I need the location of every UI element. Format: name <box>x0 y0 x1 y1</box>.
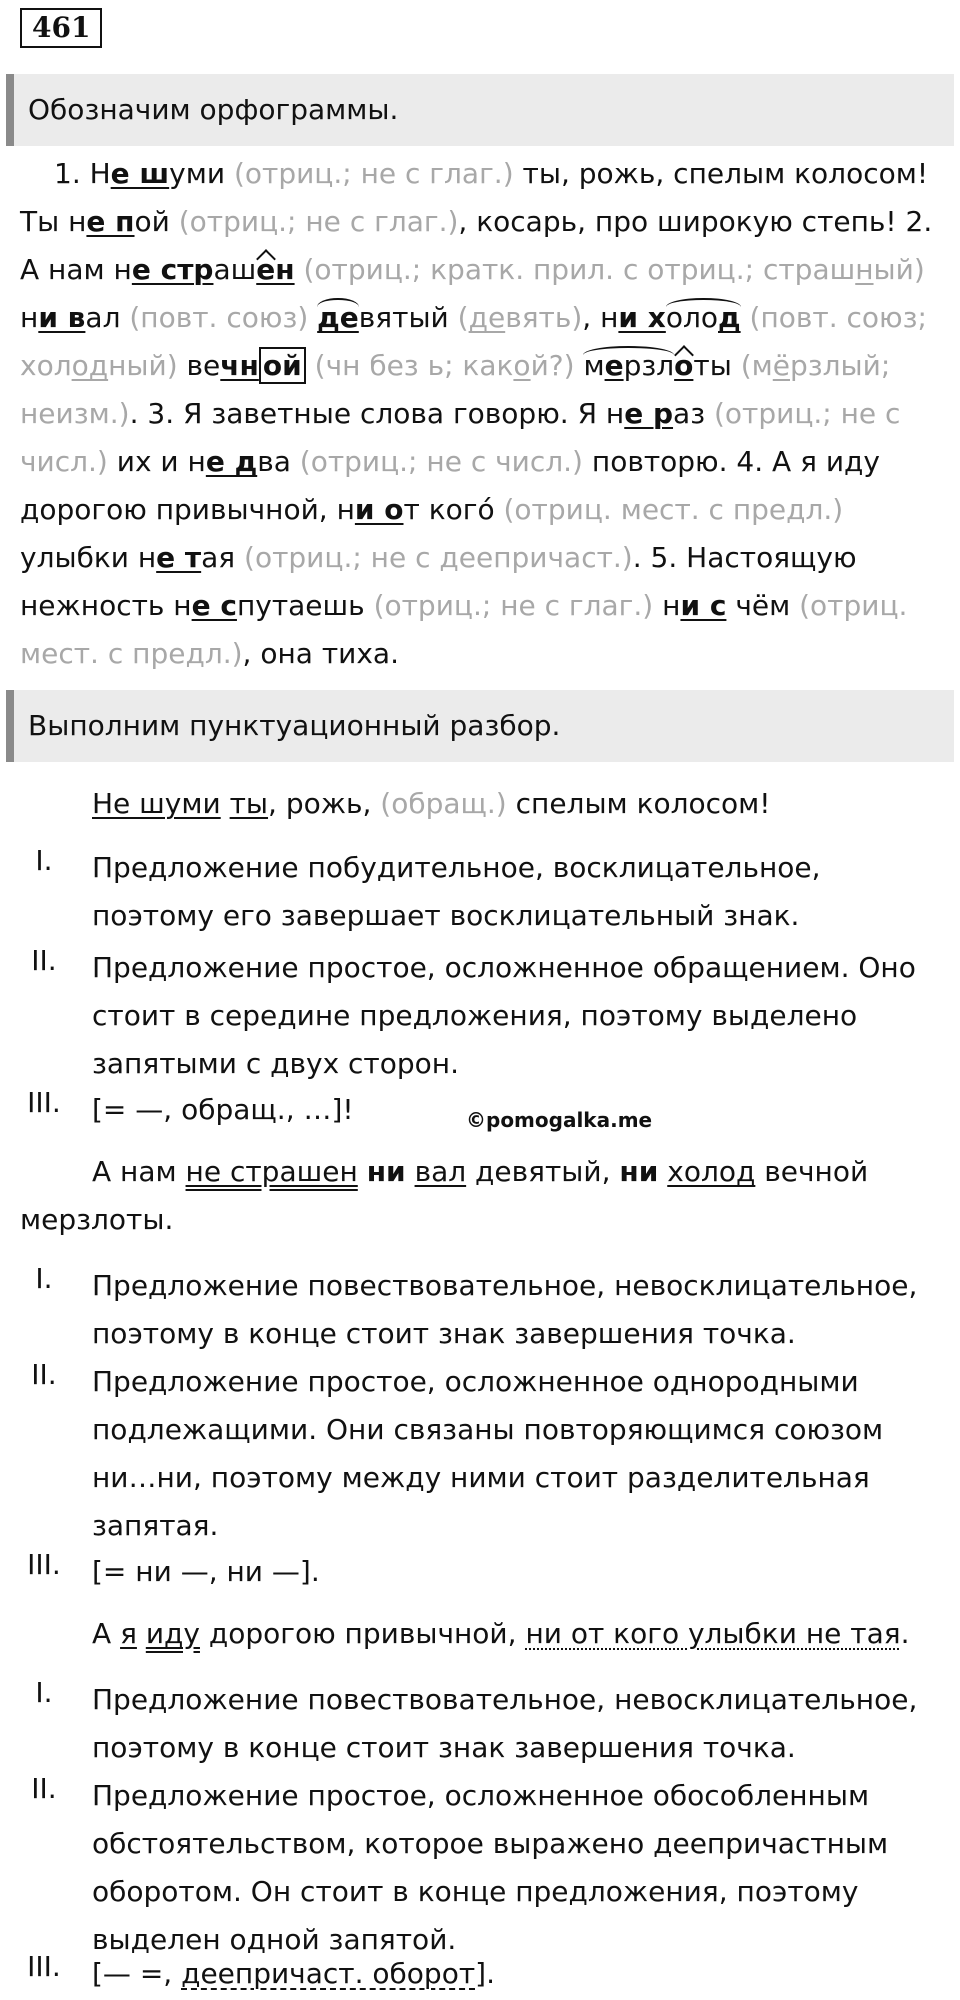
analysis-text <box>92 1262 917 1358</box>
analysis-text <box>92 944 916 1088</box>
suffix-mark: о <box>674 342 693 390</box>
text: А <box>92 1617 121 1650</box>
text: улыбки н <box>20 541 157 574</box>
text-line: обстоятельством, которое выражено деепричастным <box>92 1827 889 1860</box>
text: нежность н <box>20 589 192 622</box>
note: ( <box>457 301 469 334</box>
conjunction: ни <box>366 1155 406 1188</box>
text: уми <box>169 157 234 190</box>
note: (отриц.; не с глаг.) <box>233 157 514 190</box>
text: н <box>653 589 681 622</box>
orth-line <box>20 438 940 486</box>
text: , она тиха. <box>242 637 399 670</box>
note: хол <box>20 349 72 382</box>
text <box>741 301 750 334</box>
orthogram: и с <box>680 589 727 622</box>
note: неизм.) <box>20 397 130 430</box>
text-line: оборотом. Он стоит в конце предложения, поэтому <box>92 1875 859 1908</box>
text: аз <box>673 397 714 430</box>
text: ты <box>693 349 732 382</box>
text: дорогою привычной, <box>199 1617 526 1650</box>
text-line: Предложение простое, осложненное однородными <box>92 1365 859 1398</box>
text: рзл <box>623 349 675 382</box>
orth-line <box>20 534 940 582</box>
note: (отриц.; кратк. прил. с отриц.; страш <box>303 253 856 286</box>
note: ный) <box>108 349 178 382</box>
text-line: подлежащими. Они связаны повторяющимся союзом <box>92 1413 884 1446</box>
text-line: Предложение повествовательное, невосклицательное, <box>92 1269 918 1302</box>
roman-numeral: I. <box>35 1676 53 1709</box>
note: вять) <box>505 301 583 334</box>
text <box>137 1617 146 1650</box>
orthogram: е т <box>156 541 202 574</box>
text: оло <box>665 301 718 334</box>
text: ва <box>257 445 300 478</box>
text: н <box>20 301 39 334</box>
text-line: выделен одной запятой. <box>92 1923 457 1956</box>
adverbial-phrase: ни от кого улыбки не тая <box>525 1617 901 1650</box>
note: (отриц. <box>799 589 908 622</box>
exercise-number: 461 <box>20 8 102 48</box>
note: (повт. союз; <box>749 301 927 334</box>
orthogram: чн <box>220 349 259 382</box>
orthogram: е д <box>205 445 258 478</box>
text-line: запятыми с двух сторон. <box>92 1047 459 1080</box>
analysis-text <box>92 1086 354 1134</box>
analyzed-sentence <box>92 1148 868 1196</box>
note-orthogram: ё <box>772 349 790 382</box>
text: 1. Н <box>54 157 111 190</box>
section-header-orthograms: Обозначим орфограммы. <box>6 74 954 146</box>
note: ый) <box>873 253 925 286</box>
text: вятый <box>358 301 458 334</box>
orth-line <box>20 198 940 246</box>
text: Ты н <box>20 205 87 238</box>
orthogram: и о <box>354 493 404 526</box>
orthogram: де <box>317 301 359 334</box>
text <box>295 253 304 286</box>
text: дорогою привычной, н <box>20 493 355 526</box>
text-line: Предложение повествовательное, невосклицательное, <box>92 1683 918 1716</box>
orthogram: д <box>718 301 741 334</box>
note-orthogram: де <box>468 301 506 334</box>
analyzed-sentence-cont: мерзлоты. <box>20 1203 174 1236</box>
text: ой <box>134 205 179 238</box>
text: вечной <box>755 1155 869 1188</box>
text <box>221 787 230 820</box>
analysis-text <box>92 1358 883 1550</box>
orth-line <box>20 342 940 390</box>
text-line: запятая. <box>92 1509 219 1542</box>
text: девятый, <box>466 1155 620 1188</box>
ending-mark: ой <box>259 347 306 384</box>
note: числ.) <box>20 445 108 478</box>
text: ]. <box>475 1957 495 1990</box>
root-mark <box>317 294 359 342</box>
roman-numeral: III. <box>27 1086 61 1119</box>
root-mark <box>666 294 741 342</box>
note: (отриц.; не с <box>713 397 901 430</box>
text <box>575 349 584 382</box>
note: й?) <box>530 349 575 382</box>
analysis-text <box>92 1950 495 1998</box>
orthogram: е стр <box>131 253 214 286</box>
text-line: Предложение простое, осложненное обособленным <box>92 1779 870 1812</box>
text-line: Предложение побудительное, восклицательное, <box>92 851 821 884</box>
predicate: не страшен <box>185 1155 358 1188</box>
note-orthogram: од <box>71 349 109 382</box>
note: (отриц.; не с деепричаст.) <box>244 541 633 574</box>
note: (м <box>740 349 773 382</box>
text: м <box>583 349 605 382</box>
subject: вал <box>414 1155 467 1188</box>
analysis-text <box>92 844 821 940</box>
orthogram: е п <box>86 205 135 238</box>
conjunction: ни <box>619 1155 659 1188</box>
note: (повт. союз) <box>129 301 309 334</box>
text: ве <box>177 349 221 382</box>
analyzed-sentence <box>92 780 771 828</box>
note: рзлый; <box>790 349 891 382</box>
roman-numeral: I. <box>35 1262 53 1295</box>
roman-numeral: II. <box>31 1772 57 1805</box>
suffix-mark: ен <box>256 246 294 294</box>
text: ал <box>85 301 130 334</box>
text: [— =, <box>92 1957 182 1990</box>
text: спелым колосом! <box>506 787 771 820</box>
subject: ты <box>229 787 269 820</box>
text-line: Предложение простое, осложненное обращением. Оно <box>92 951 916 984</box>
text <box>358 1155 367 1188</box>
watermark: ©pomogalka.me <box>466 1108 653 1132</box>
orth-line <box>20 582 940 630</box>
analysis-text <box>92 1676 917 1772</box>
orthogram: и х <box>618 301 666 334</box>
text: , косарь, про широкую степь! 2. <box>458 205 933 238</box>
text <box>406 1155 415 1188</box>
orth-line <box>20 486 940 534</box>
text: ты, рожь, спелым колосом! <box>513 157 929 190</box>
text <box>732 349 741 382</box>
note: (чн без ь; как <box>314 349 514 382</box>
text: . 3. Я заветные слова говорю. Я н <box>129 397 625 430</box>
scheme-line: [= ни —, ни —]. <box>92 1555 320 1588</box>
text: А нам <box>92 1155 186 1188</box>
orthogram: е с <box>191 589 237 622</box>
note: (отриц.; не с числ.) <box>299 445 583 478</box>
text-line: ни…ни, поэтому между ними стоит разделительная <box>92 1461 870 1494</box>
text: их и н <box>107 445 206 478</box>
roman-numeral: I. <box>35 844 53 877</box>
roman-numeral: II. <box>31 944 57 977</box>
text: , рожь, <box>268 787 381 820</box>
note: (отриц.; не с глаг.) <box>373 589 654 622</box>
text: А нам н <box>20 253 132 286</box>
orth-line <box>20 150 940 198</box>
roman-numeral: II. <box>31 1358 57 1391</box>
adverbial-phrase: деепричаст. оборот <box>181 1957 476 1990</box>
text-line: поэтому в конце стоит знак завершения точка. <box>92 1731 796 1764</box>
text: . 5. Настоящую <box>632 541 857 574</box>
orth-line <box>20 390 940 438</box>
orth-line <box>20 246 940 294</box>
note: (отриц.; не с глаг.) <box>178 205 459 238</box>
text: . <box>900 1617 910 1650</box>
scheme-line <box>92 1950 495 1998</box>
subject: я <box>120 1617 137 1650</box>
predicate: иду <box>145 1617 200 1650</box>
roman-numeral: III. <box>27 1950 61 1983</box>
orth-line <box>20 630 940 678</box>
orthogram-text <box>20 150 940 678</box>
section-header-punctuation: Выполним пунктуационный разбор. <box>6 690 954 762</box>
text <box>658 1155 667 1188</box>
text: путаешь <box>236 589 374 622</box>
note-orthogram: о <box>513 349 531 382</box>
orthogram: е р <box>624 397 674 430</box>
text: т кого́ <box>403 493 504 526</box>
text-line: поэтому его завершает восклицательный знак. <box>92 899 800 932</box>
predicate: Не шуми <box>92 787 221 820</box>
text <box>306 349 315 382</box>
text-line: стоит в середине предложения, поэтому выделено <box>92 999 858 1032</box>
orthogram: е <box>604 349 624 382</box>
roman-numeral: III. <box>27 1548 61 1581</box>
subject: холод <box>667 1155 756 1188</box>
text: чём <box>726 589 800 622</box>
note: (обращ.) <box>380 787 507 820</box>
text-line: поэтому в конце стоит знак завершения точка. <box>92 1317 796 1350</box>
text: ая <box>201 541 245 574</box>
orthogram: е ш <box>110 157 170 190</box>
text: , н <box>582 301 619 334</box>
root-mark <box>583 342 674 390</box>
orthogram: и в <box>38 301 86 334</box>
text <box>308 301 317 334</box>
analysis-text <box>92 1772 888 1964</box>
note-orthogram: н <box>855 253 874 286</box>
scheme-line: [= —, обращ., …]! <box>92 1093 354 1126</box>
analyzed-sentence <box>92 1610 909 1658</box>
text: аш <box>213 253 257 286</box>
orth-line <box>20 294 940 342</box>
text: повторю. 4. А я иду <box>582 445 880 478</box>
note: (отриц. мест. с предл.) <box>503 493 844 526</box>
note: мест. с предл.) <box>20 637 243 670</box>
analysis-text <box>92 1548 320 1596</box>
